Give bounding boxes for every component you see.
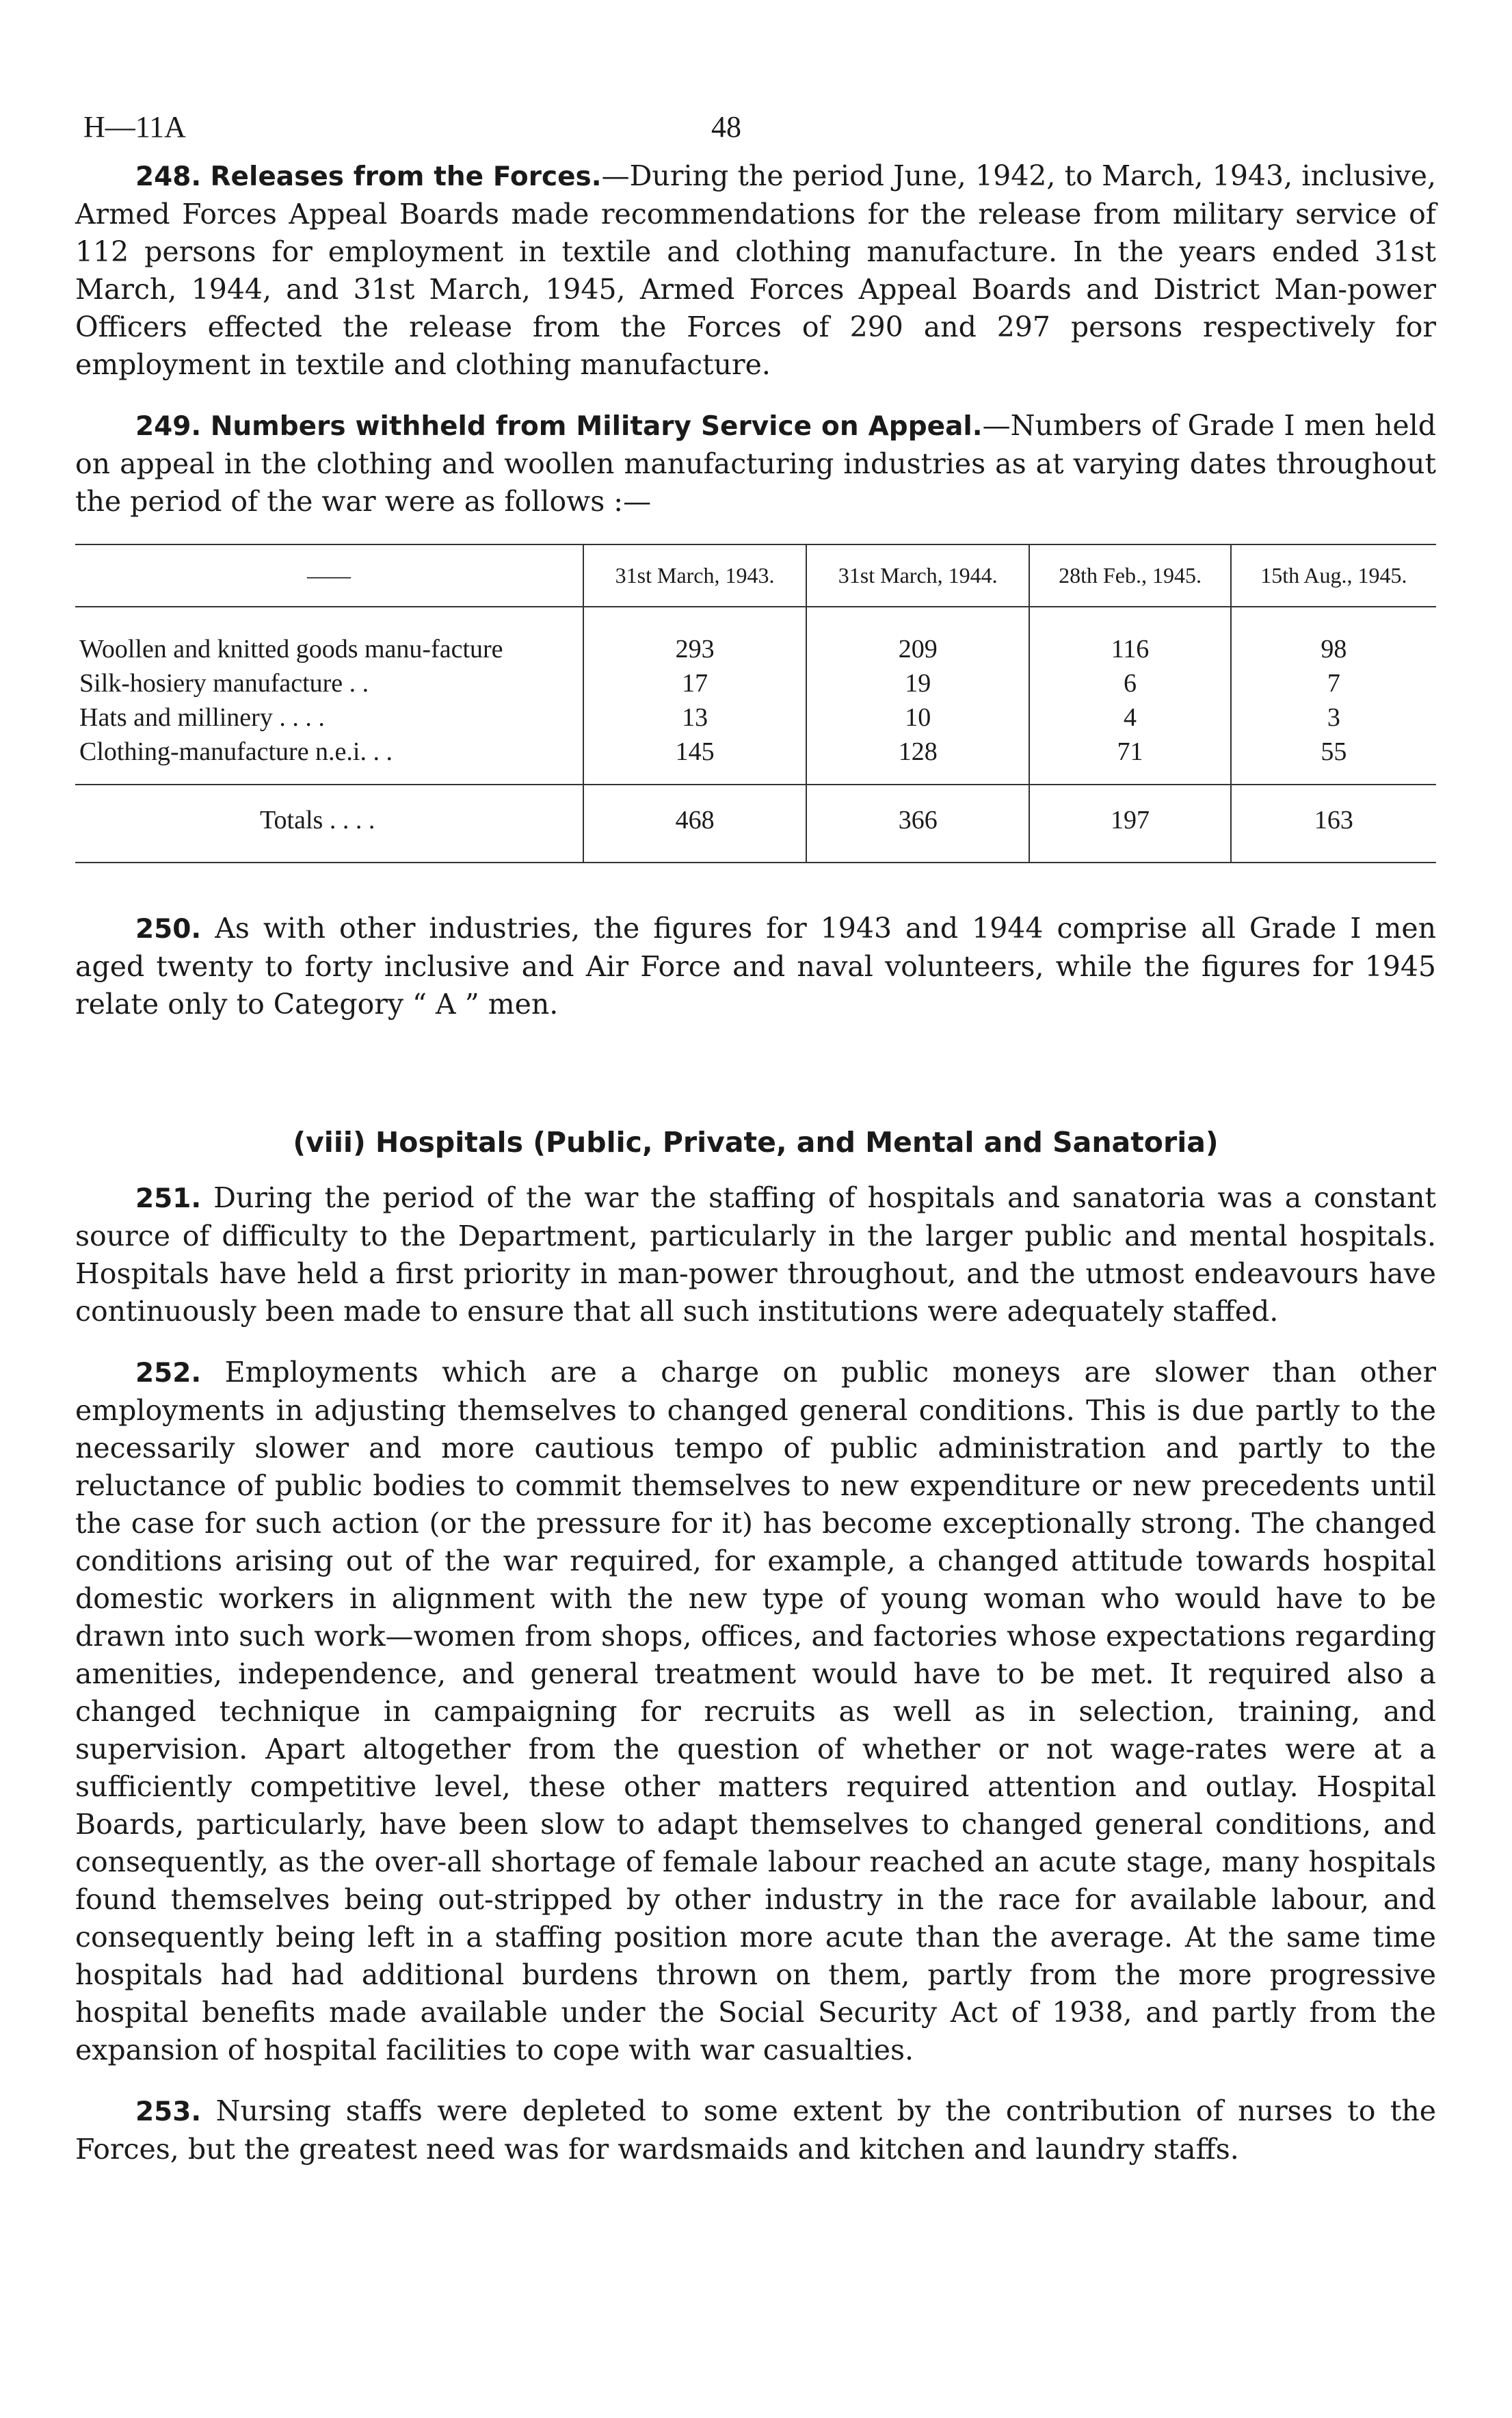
column-header: 15th Aug., 1945. [1231, 544, 1436, 607]
table-cell: 55 [1231, 735, 1436, 785]
total-cell: 366 [806, 785, 1029, 863]
paragraph-number: 252. [135, 1358, 202, 1389]
paragraph-heading: Releases from the Forces. [210, 161, 602, 192]
table-row [75, 700, 1436, 735]
paragraph-number: 249. [135, 411, 202, 442]
paragraph-249 [75, 407, 1436, 521]
table-row [75, 666, 1436, 700]
document-page [75, 109, 1436, 2192]
stub-header: —— [75, 544, 583, 607]
page-header [75, 109, 1436, 157]
document-reference: H—11A [83, 110, 186, 144]
table-cell: 98 [1231, 607, 1436, 666]
paragraph-text: As with other industries, the figures for 1943 and 1944 comprise all Grade I men aged twenty to forty inclusive and Air Force and naval volunteers, while the figures for 1945 relate only to Category “ A ” men. [75, 912, 1436, 1021]
paragraph-number: 253. [135, 2097, 202, 2127]
column-header: 28th Feb., 1945. [1029, 544, 1230, 607]
paragraph-heading: Numbers withheld from Military Service on Appeal. [210, 411, 983, 442]
total-cell: 197 [1029, 785, 1230, 863]
table-cell: 7 [1231, 666, 1436, 700]
table-cell: 10 [806, 700, 1029, 735]
table-cell: 145 [583, 735, 806, 785]
column-header: 31st March, 1944. [806, 544, 1029, 607]
paragraph-text: Employments which are a charge on public moneys are slower than other employments in adjusting themselves to changed general conditions. This is due partly to the necessarily slower and more cautious tempo of public administration and partly to the reluctance of public bodies to commit themselves to new expenditure or new precedents until the case for such action (or the pressure for it) has become exceptionally strong. The changed conditions arising out of the war required, for example, a changed attitude towards hospital domestic workers in alignment with the new type of young woman who would have to be drawn into such work—women from shops, offices, and factories whose expectations regarding amenities, independence, and general treatment would have to be met. It required also a changed technique in campaigning for recruits as well as in selection, training, and supervision. Apart altogether from the question of whether or not wage-rates were at a sufficiently competitive level, these other matters required attention and outlay. Hospital Boards, particularly, have been slow to adapt themselves to changed general conditions, and consequently, as the over-all shortage of female labour reached an acute stage, many hospitals found themselves being out-stripped by other industry in the race for available labour, and consequently being left in a staffing position more acute than the average. At the same time hospitals had had additional burdens thrown on them, partly from the more progressive hospital benefits made available under the Social Security Act of 1938, and partly from the expansion of hospital facilities to cope with war casualties. [75, 1356, 1436, 2066]
paragraph-text: —During the period June, 1942, to March, 1943, inclusive, Armed Forces Appeal Boards made recommendations for the release from military service of 112 persons for employment in textile and clothing manufacture. In the years ended 31st March, 1944, and 31st March, 1945, Armed Forces Appeal Boards and District Man-power Officers effected the release from the Forces of 290 and 297 persons respectively for employment in textile and clothing manufacture. [75, 159, 1436, 381]
row-label: Clothing-manufacture n.e.i. . . [79, 737, 393, 766]
table-cell: 6 [1029, 666, 1230, 700]
total-cell: 163 [1231, 785, 1436, 863]
page-number: 48 [711, 110, 741, 144]
table-cell: 293 [583, 607, 806, 666]
section-heading: (viii) Hospitals (Public, Private, and Mental and Sanatoria) [293, 1126, 1219, 1159]
table-cell: 71 [1029, 735, 1230, 785]
paragraph-number: 251. [135, 1183, 202, 1214]
table-row [75, 607, 1436, 666]
paragraph-number: 250. [135, 914, 202, 945]
row-label: Silk-hosiery manufacture . . [79, 669, 369, 698]
table-cell: 128 [806, 735, 1029, 785]
paragraph-text: Nursing staffs were depleted to some extent by the contribution of nurses to the Forces, but the greatest need was for wardsmaids and kitchen and laundry staffs. [75, 2094, 1436, 2166]
totals-row [75, 785, 1436, 863]
paragraph-250 [75, 910, 1436, 1023]
row-label: Hats and millinery . . . . [79, 703, 325, 732]
table-cell: 17 [583, 666, 806, 700]
row-label: Woollen and knitted goods manu-facture [79, 635, 503, 663]
grade-one-men-table [75, 544, 1436, 863]
paragraph-number: 248. [135, 161, 202, 192]
paragraph-text: —Numbers of Grade I men held on appeal in the clothing and woollen manufacturing industries as at varying dates throughout the period of the war were as follows :— [75, 409, 1437, 518]
table-cell: 116 [1029, 607, 1230, 666]
table-cell: 19 [806, 666, 1029, 700]
table-row [75, 735, 1436, 785]
paragraph-text: During the period of the war the staffing of hospitals and sanatoria was a constant source of difficulty to the Department, particularly in the larger public and mental hospitals. Hospitals have held a first priority in man-power throughout, and the utmost endeavours have continuously been made to ensure that all such institutions were adequately staffed. [75, 1181, 1436, 1328]
column-header: 31st March, 1943. [583, 544, 806, 607]
table-header-row [75, 544, 1436, 607]
paragraph-248 [75, 157, 1436, 384]
table-cell: 209 [806, 607, 1029, 666]
table-cell: 13 [583, 700, 806, 735]
paragraph-253 [75, 2092, 1436, 2168]
total-cell: 468 [583, 785, 806, 863]
paragraph-252 [75, 1354, 1436, 2069]
totals-label: Totals . . . . [75, 785, 583, 863]
paragraph-251 [75, 1179, 1436, 1330]
table-cell: 4 [1029, 700, 1230, 735]
table-cell: 3 [1231, 700, 1436, 735]
